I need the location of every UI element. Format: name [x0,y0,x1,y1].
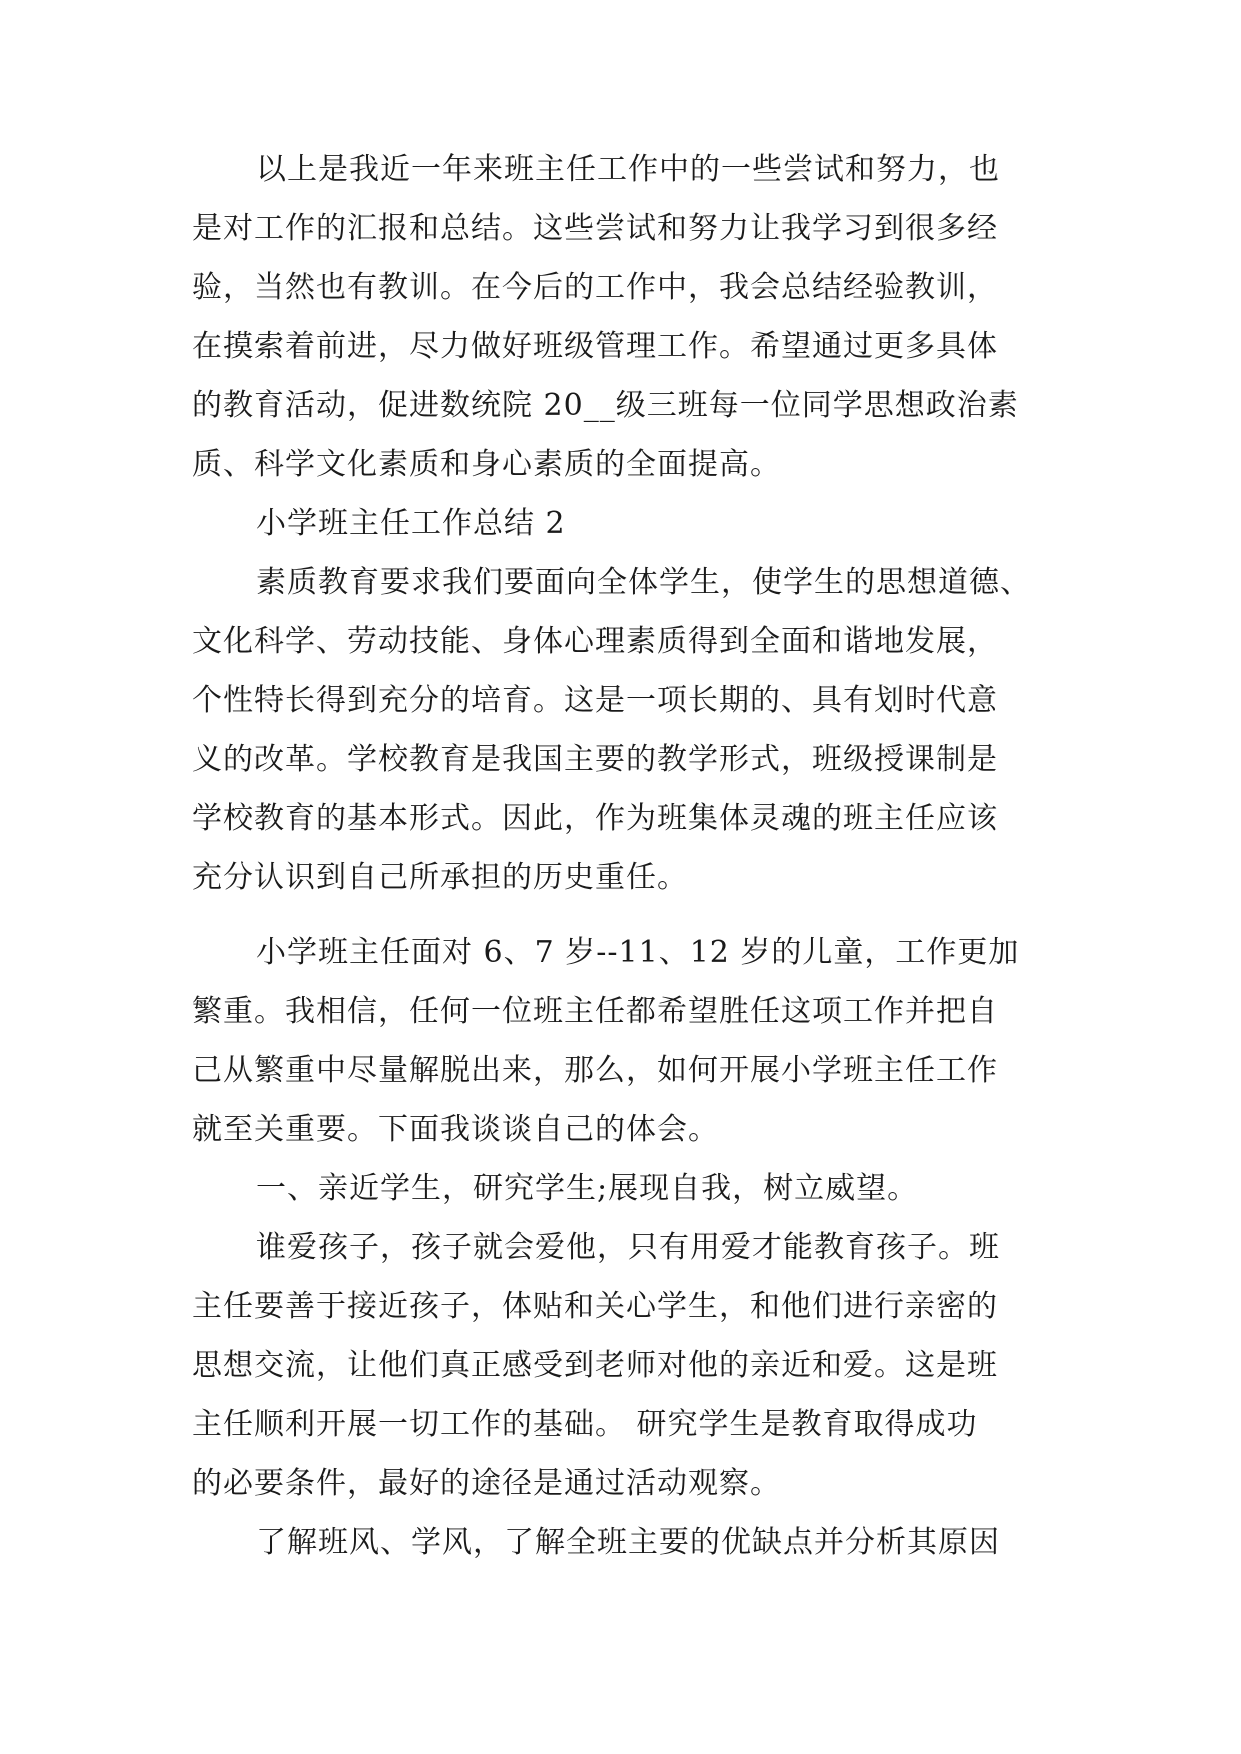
paragraph-line: 的教育活动，促进数统院 20__级三班每一位同学思想政治素 [192,388,1019,423]
paragraph-line: 己从繁重中尽量解脱出来，那么，如何开展小学班主任工作 [192,1053,998,1088]
paragraph-line: 繁重。我相信，任何一位班主任都希望胜任这项工作并把自 [192,994,998,1029]
paragraph-line: 思想交流，让他们真正感受到老师对他的亲近和爱。这是班 [192,1348,998,1383]
paragraph-line: 主任要善于接近孩子，体贴和关心学生，和他们进行亲密的 [192,1289,998,1324]
paragraph-line: 质、科学文化素质和身心素质的全面提高。 [192,447,781,482]
paragraph-line: 小学班主任面对 6、7 岁--11、12 岁的儿童，工作更加 [256,935,1020,970]
paragraph-line: 了解班风、学风，了解全班主要的优缺点并分析其原因 [256,1525,1000,1560]
paragraph-line: 就至关重要。下面我谈谈自己的体会。 [192,1112,719,1147]
paragraph-line: 是对工作的汇报和总结。这些尝试和努力让我学习到很多经 [192,211,998,246]
paragraph-line: 学校教育的基本形式。因此，作为班集体灵魂的班主任应该 [192,801,998,836]
paragraph-line: 义的改革。学校教育是我国主要的教学形式，班级授课制是 [192,742,998,777]
paragraph-line: 主任顺利开展一切工作的基础。 研究学生是教育取得成功 [192,1407,978,1442]
paragraph-line: 素质教育要求我们要面向全体学生，使学生的思想道德、 [256,565,1031,600]
subheading-line: 一、亲近学生，研究学生;展现自我，树立威望。 [256,1171,919,1206]
paragraph-line: 验，当然也有教训。在今后的工作中，我会总结经验教训， [192,270,998,305]
paragraph-line: 文化科学、劳动技能、身体心理素质得到全面和谐地发展， [192,624,998,659]
heading-line: 小学班主任工作总结 2 [256,506,566,541]
paragraph-line: 在摸索着前进，尽力做好班级管理工作。希望通过更多具体 [192,329,998,364]
paragraph-line: 的必要条件，最好的途径是通过活动观察。 [192,1466,781,1501]
paragraph-line: 充分认识到自己所承担的历史重任。 [192,860,688,895]
paragraph-line: 谁爱孩子，孩子就会爱他，只有用爱才能教育孩子。班 [256,1230,1000,1265]
paragraph-line: 个性特长得到充分的培育。这是一项长期的、具有划时代意 [192,683,998,718]
paragraph-line: 以上是我近一年来班主任工作中的一些尝试和努力，也 [256,152,1000,187]
